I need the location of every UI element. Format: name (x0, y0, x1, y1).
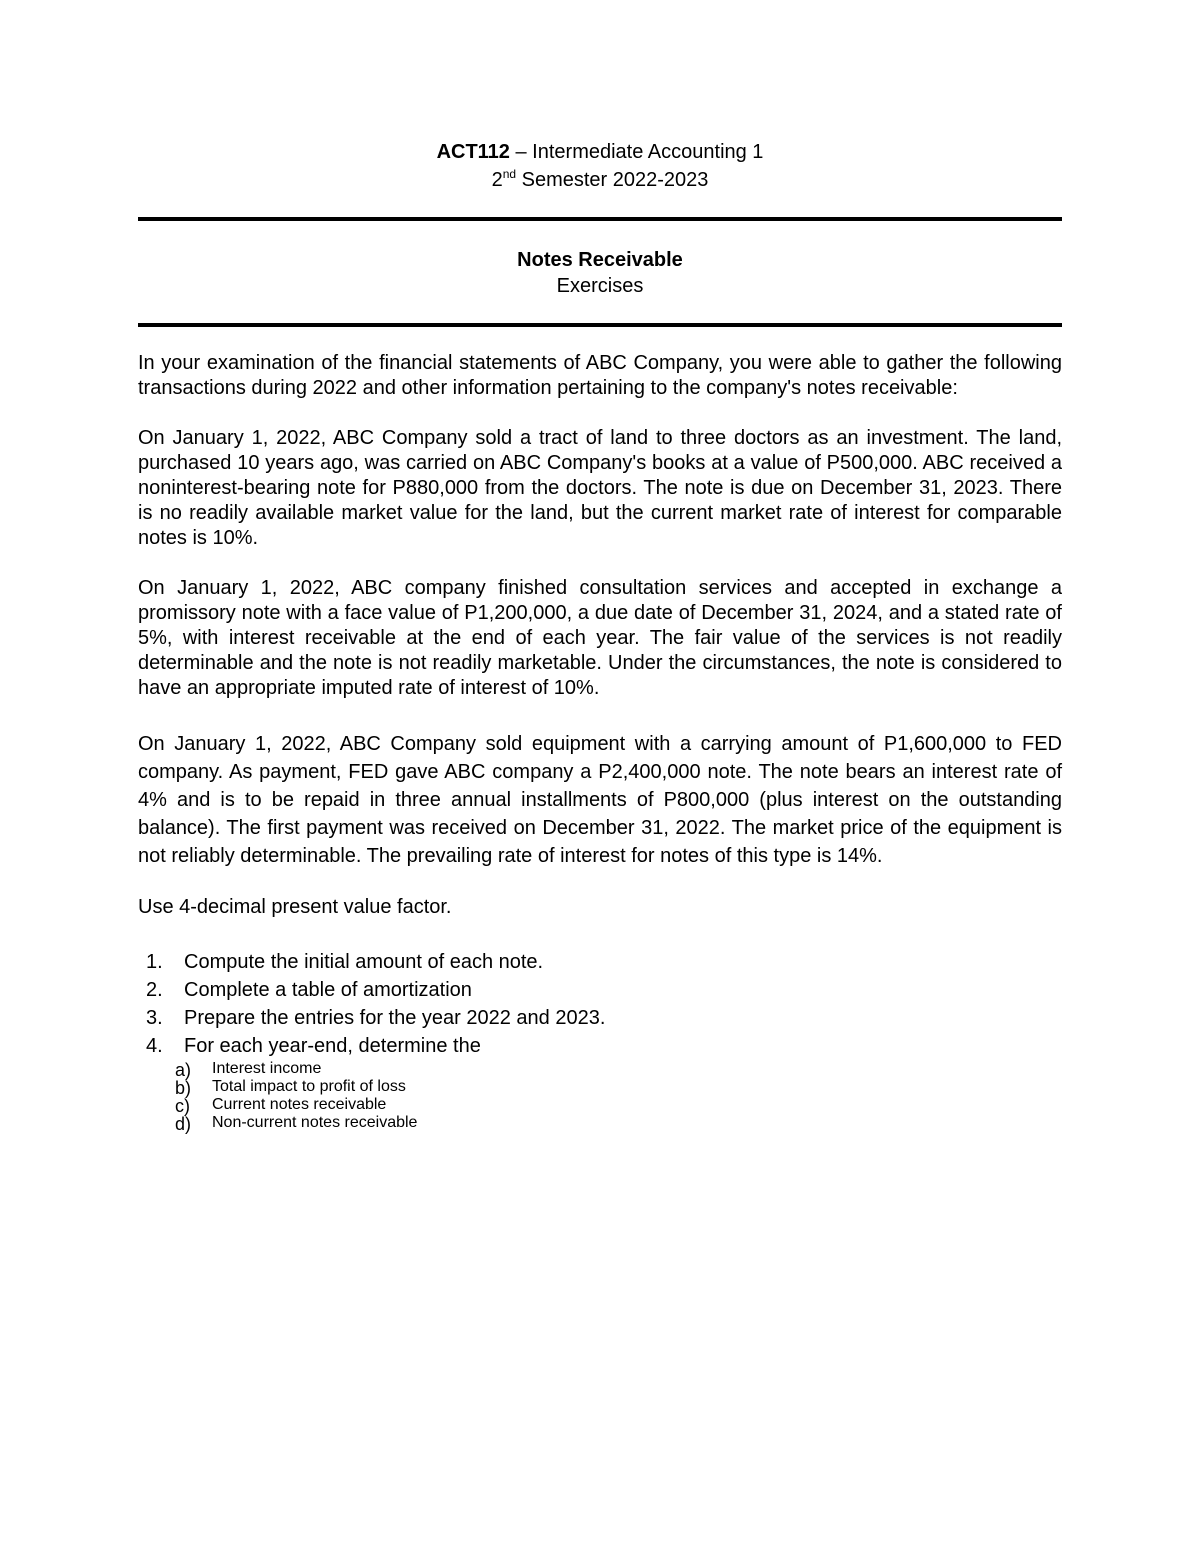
land-sale-paragraph: On January 1, 2022, ABC Company sold a tract of land to three doctors as an investment. The land, purchased 10 years ago, was carried on ABC Company's books at a value of P500,000. ABC received a noninterest-bearing note for P880,000 from the doctors. The note is due on December 31, 2023. There is no readily available market value for the land, but the current market rate of interest for comparable notes is 10%. (138, 427, 1062, 549)
equipment-sale-paragraph: On January 1, 2022, ABC Company sold equipment with a carrying amount of P1,600,000 to FED company. As payment, FED gave ABC company a P2,400,000 note. The note bears an interest rate of 4% and is to be repaid in three annual installments of P800,000 (plus interest on the outstanding balance). The first payment was received on December 31, 2022. The market price of the equipment is not reliably determinable. The prevailing rate of interest for notes of this type is 14%. (138, 733, 1062, 867)
task-item (138, 976, 1062, 1004)
course-title-line (138, 138, 1062, 166)
task-text: For each year-end, determine the (184, 1035, 481, 1057)
subtask-text: Total impact to profit of loss (212, 1078, 406, 1095)
course-name: – Intermediate Accounting 1 (509, 141, 764, 163)
subtask-item (138, 1114, 1062, 1132)
intro-paragraph: In your examination of the financial statements of ABC Company, you were able to gather the following transactions during 2022 and other information pertaining to the company's notes receivable: (138, 352, 1062, 399)
task-number: 1. (146, 951, 163, 973)
subtask-list (138, 1060, 1062, 1132)
subtask-letter: d) (175, 1114, 192, 1134)
task-number: 3. (146, 1007, 163, 1029)
subtask-letter: a) (175, 1060, 192, 1080)
instruction-paragraph: Use 4-decimal present value factor. (138, 896, 452, 918)
task-list (138, 948, 1062, 1060)
task-text: Compute the initial amount of each note. (184, 951, 544, 973)
course-code: ACT112 (436, 141, 510, 163)
document-page (138, 138, 1062, 1132)
title-divider (138, 323, 1062, 327)
subtask-item (138, 1078, 1062, 1096)
semester-number: 2 (491, 169, 503, 191)
document-title: Notes Receivable (517, 249, 683, 271)
task-item (138, 1032, 1062, 1060)
task-number: 2. (146, 979, 163, 1001)
consultation-note-paragraph: On January 1, 2022, ABC company finished consultation services and accepted in exchange a promissory note with a face value of P1,200,000, a due date of December 31, 2024, and a stated rate of 5%, with interest receivable at the end of each year. The fair value of the services is not readily determinable and the note is not readily marketable. Under the circumstances, the note is considered to have an appropriate imputed rate of interest of 10%. (138, 577, 1062, 699)
semester-line (138, 166, 1062, 194)
subtask-item (138, 1060, 1062, 1078)
semester-label: Semester 2022-2023 (516, 169, 709, 191)
subtask-letter: b) (175, 1078, 192, 1098)
task-text: Prepare the entries for the year 2022 and 2023. (184, 1007, 606, 1029)
subtask-letter: c) (175, 1096, 190, 1116)
task-text: Complete a table of amortization (184, 979, 472, 1001)
subtask-text: Non-current notes receivable (212, 1114, 418, 1131)
subtask-text: Current notes receivable (212, 1096, 387, 1113)
title-block (138, 247, 1062, 299)
subtask-text: Interest income (212, 1060, 322, 1077)
subtask-item (138, 1096, 1062, 1114)
task-item (138, 948, 1062, 976)
document-body (138, 351, 1062, 920)
task-item (138, 1004, 1062, 1032)
task-number: 4. (146, 1035, 163, 1057)
header-divider (138, 217, 1062, 221)
document-subtitle: Exercises (556, 275, 644, 297)
semester-ordinal-suffix: nd (502, 167, 517, 181)
document-header (138, 138, 1062, 194)
